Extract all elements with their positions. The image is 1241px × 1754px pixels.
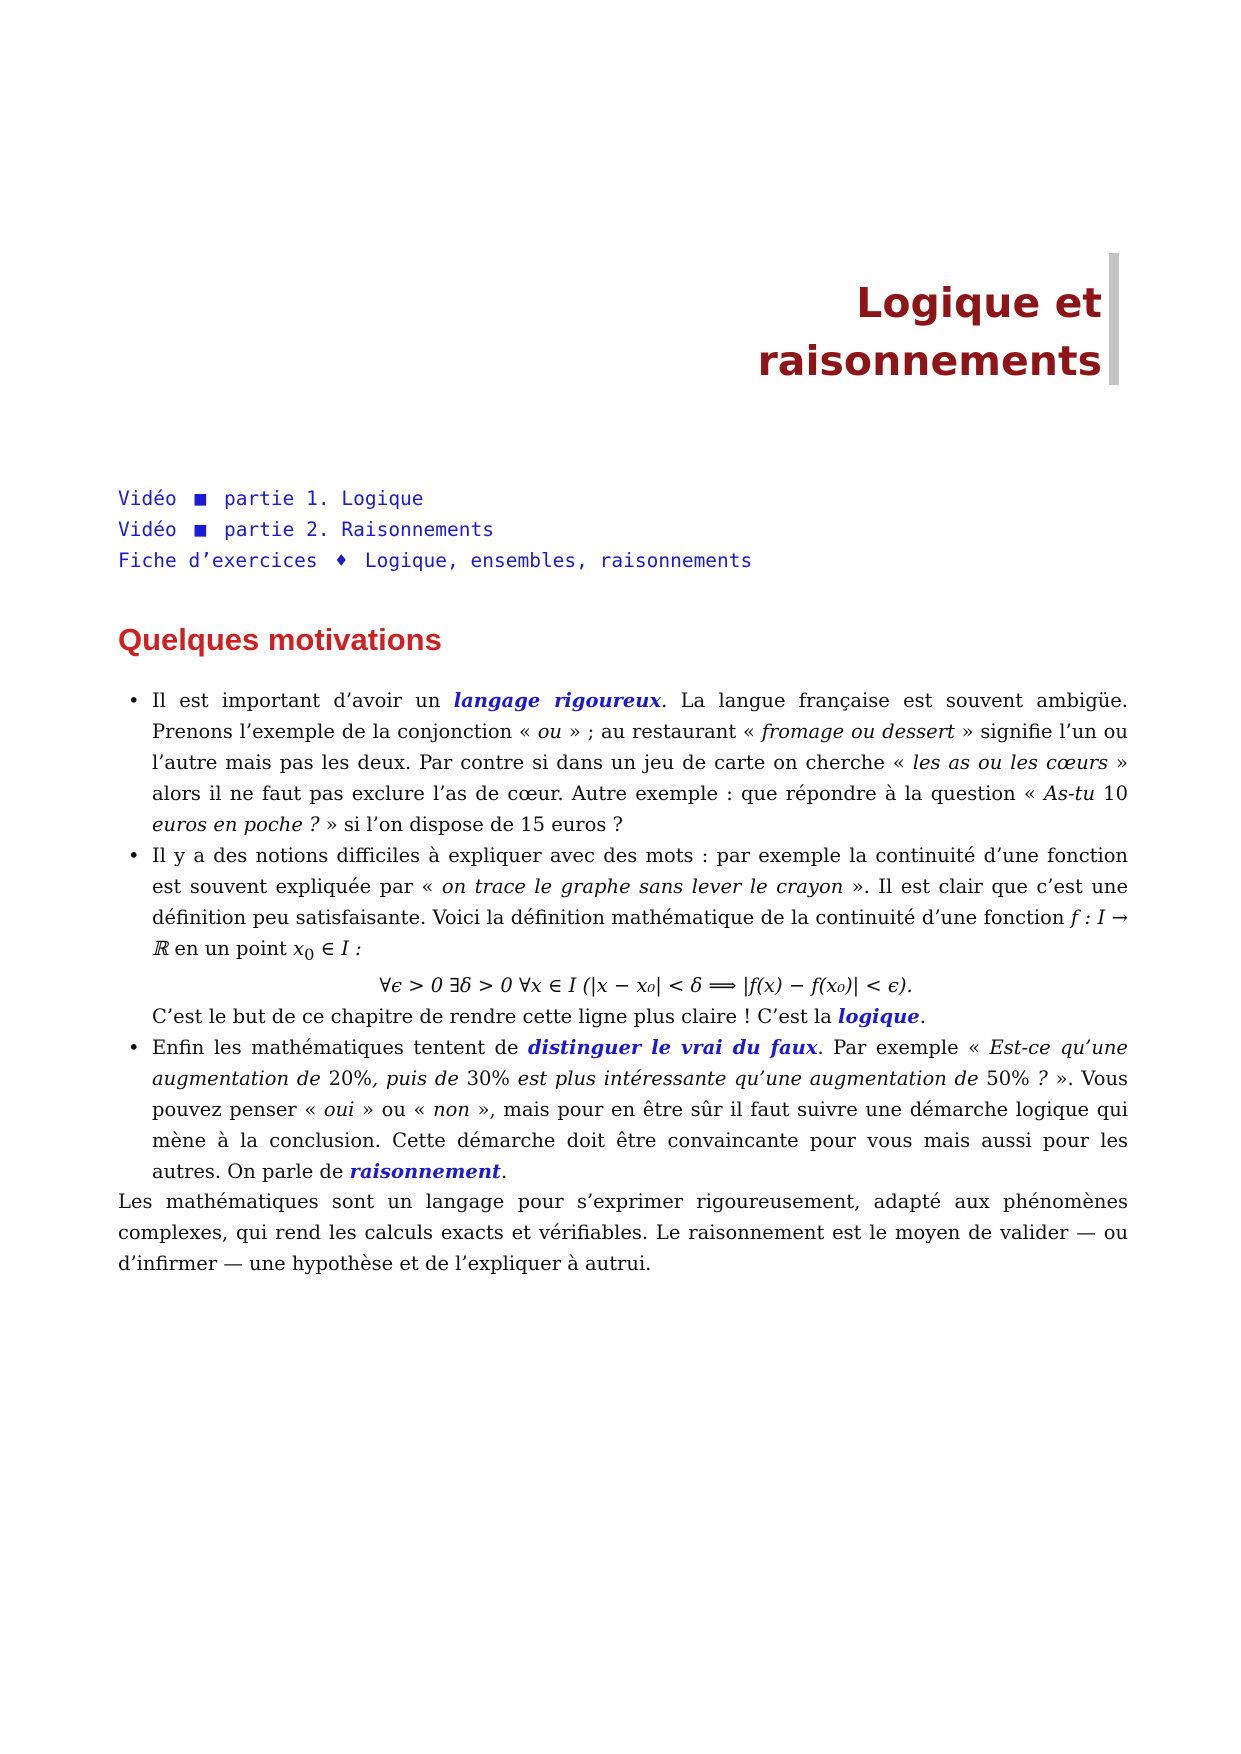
diamond-icon: ♦: [335, 549, 348, 572]
text: Il est important d’avoir un: [152, 689, 454, 712]
keyword-langage-rigoureux[interactable]: langage rigoureux: [453, 689, 662, 712]
text: », mais pour en être sûr il faut suivre une démarche logique qui mène à la conclusion. Cette démarche doit être convaincante pour vous mais aussi pour les autres. On parle de: [152, 1097, 1128, 1183]
text: 10: [1095, 782, 1128, 805]
link-text: partie 1. Logique: [223, 487, 424, 510]
math-inline: f : I → ℝ: [152, 906, 1128, 960]
math-inline: x: [293, 937, 305, 960]
chapter-title: [758, 274, 1102, 390]
chapter-title-line-1: Logique et: [856, 279, 1102, 327]
italic-text: oui: [323, 1097, 355, 1121]
text: en un point: [168, 937, 294, 960]
text: . Par exemple «: [817, 1035, 990, 1059]
link-kind: Fiche d’exercices: [118, 549, 318, 572]
section-title: Quelques motivations: [118, 622, 442, 657]
list-item: [118, 1032, 1128, 1187]
italic-text: ?: [1037, 1066, 1048, 1090]
italic-text: non: [433, 1097, 470, 1121]
text: » alors il ne faut pas exclure l’as de cœur. Autre exemple : que répondre à la question «: [152, 751, 1128, 805]
text: Il y a des notions difficiles à expliquer avec des mots : par exemple la continuité d’une fonction est souvent expliquée par «: [152, 844, 1128, 898]
italic-text: on trace le graphe sans lever le crayon: [441, 875, 844, 898]
continuity-formula: ∀ϵ > 0 ∃δ > 0 ∀x ∈ I (|x − x₀| < δ ⟹ |f(x) − f(x₀)| < ϵ).: [379, 973, 913, 997]
chapter-title-bar: [1109, 253, 1119, 385]
text: . La langue française est souvent ambigüe. Prenons l’exemple de la conjonction «: [152, 689, 1128, 743]
list-item: [118, 840, 1128, 1032]
italic-text: fromage ou dessert: [761, 720, 955, 743]
keyword-logique[interactable]: logique: [838, 1004, 920, 1028]
italic-text: ou: [537, 720, 562, 743]
exercise-sheet-link[interactable]: [118, 545, 752, 576]
text: » ; au restaurant «: [562, 720, 762, 743]
square-icon: ■: [194, 518, 207, 541]
link-text: Logique, ensembles, raisonnements: [364, 549, 753, 572]
keyword-distinguer-le-vrai-du-faux[interactable]: distinguer le vrai du faux: [528, 1035, 818, 1059]
text: » ou «: [354, 1097, 434, 1121]
list-item: [118, 685, 1128, 840]
text: » si l’on dispose de 15 euros ?: [319, 813, 624, 836]
math-subscript: 0: [304, 944, 315, 964]
text: .: [500, 1159, 508, 1183]
motivation-list: [118, 685, 1128, 1187]
link-kind: Vidéo: [118, 518, 177, 541]
italic-text: As-tu: [1043, 782, 1096, 805]
italic-text: les as ou les cœurs: [912, 751, 1109, 774]
text: Enfin les mathématiques tentent de: [152, 1035, 529, 1059]
text: 50%: [978, 1066, 1038, 1090]
text: 30%: [458, 1066, 518, 1090]
italic-text: Est-ce qu’une augmentation de: [152, 1035, 1128, 1090]
video-link-part-2[interactable]: [118, 514, 752, 545]
text: C’est le but de ce chapitre de rendre cette ligne plus claire ! C’est la: [152, 1004, 839, 1028]
chapter-title-line-2: raisonnements: [757, 337, 1102, 385]
closing-paragraph: Les mathématiques sont un langage pour s’exprimer rigoureusement, adapté aux phénomènes complexes, qui rend les calculs exacts et vérifiables. Le raisonnement est le moyen de valider — ou d’infirmer — une hypothèse et de l’expliquer à autrui.: [118, 1190, 1128, 1275]
keyword-raisonnement[interactable]: raisonnement: [349, 1159, 501, 1183]
square-icon: ■: [194, 487, 207, 510]
math-inline: ∈ I :: [314, 937, 362, 960]
text: ». Il est clair que c’est une définition peu satisfaisante. Voici la définition mathématique de la continuité d’une fonction: [152, 875, 1128, 929]
italic-text: euros en poche ?: [152, 813, 320, 836]
resource-links: [118, 483, 752, 576]
video-link-part-1[interactable]: [118, 483, 752, 514]
text: .: [919, 1004, 926, 1028]
link-text: partie 2. Raisonnements: [223, 518, 494, 541]
text: 20%: [320, 1066, 372, 1090]
italic-text: , puis de: [371, 1066, 459, 1090]
italic-text: est plus intéressante qu’une augmentation de: [517, 1066, 979, 1090]
link-kind: Vidéo: [118, 487, 177, 510]
text: » signifie l’un ou l’autre mais pas les deux. Par contre si dans un jeu de carte on cherche «: [152, 720, 1128, 774]
text: ». Vous pouvez penser «: [152, 1066, 1129, 1121]
